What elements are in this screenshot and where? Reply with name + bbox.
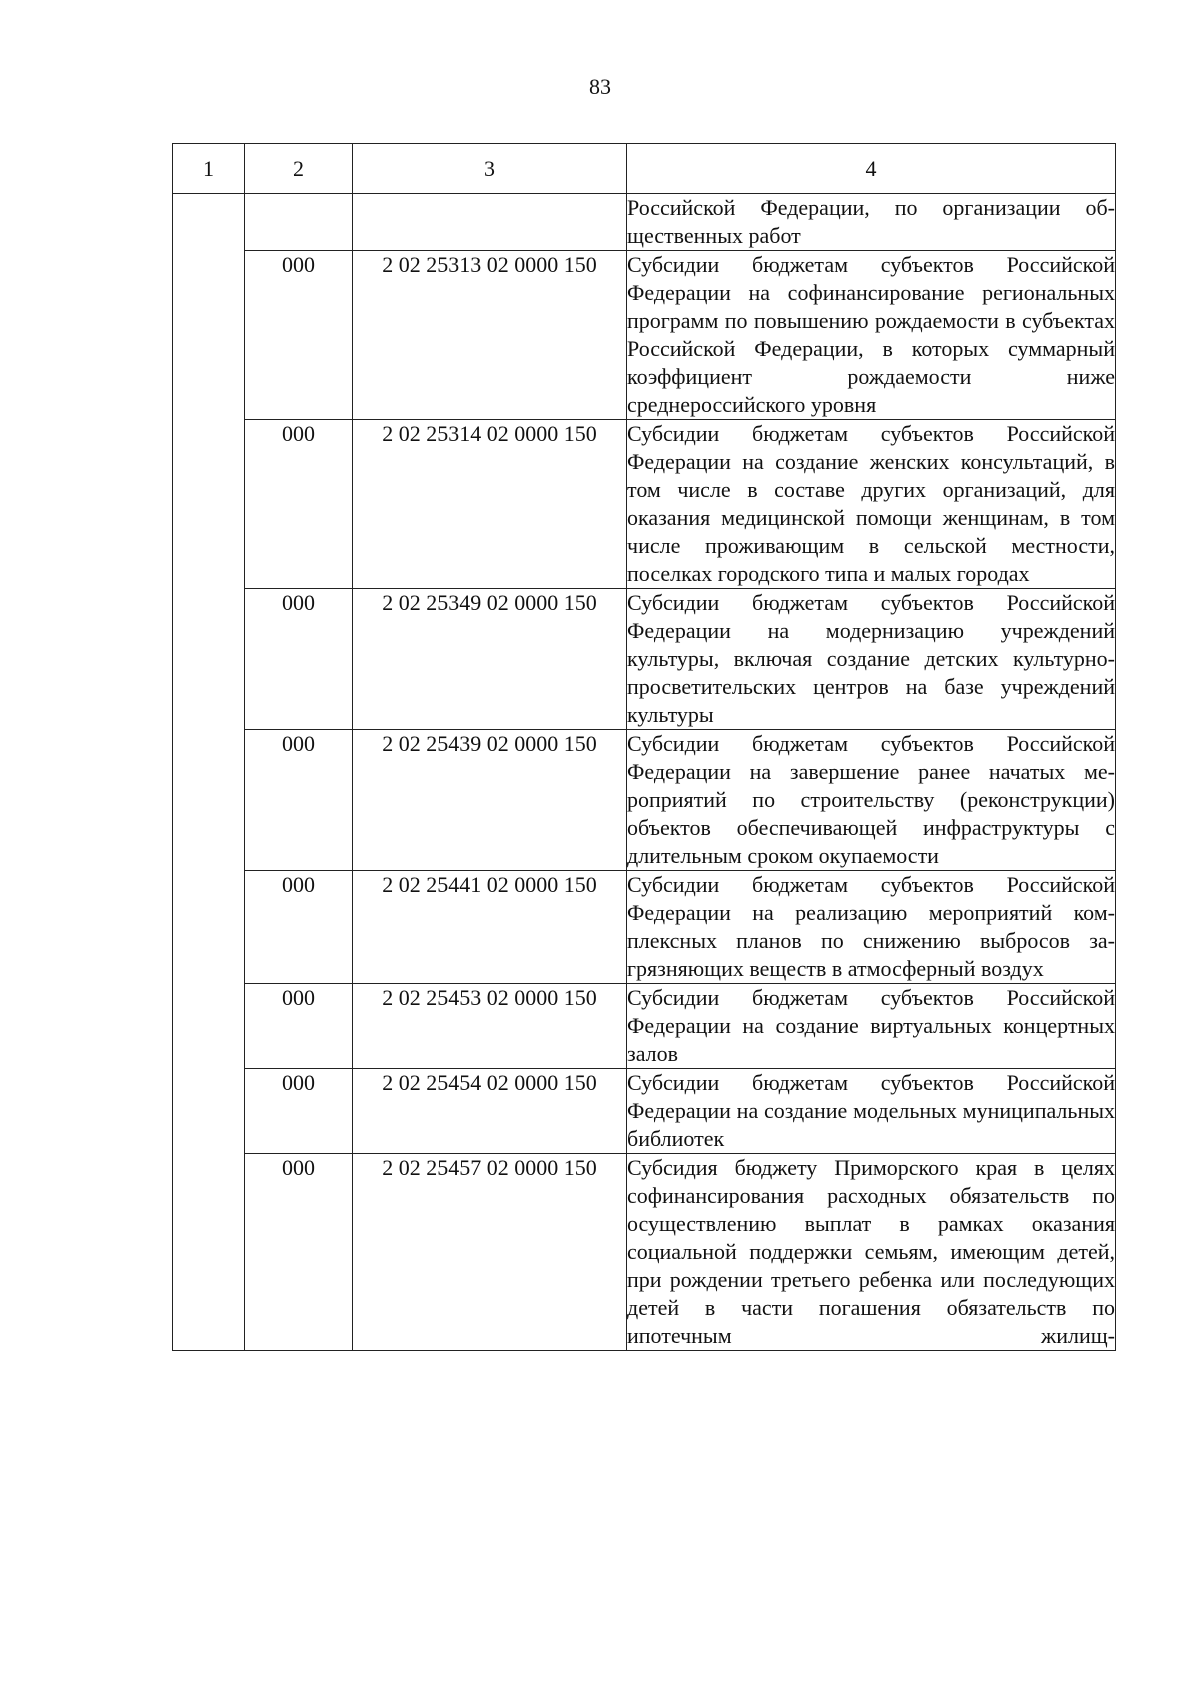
- column-header-4: 4: [627, 144, 1116, 194]
- revenue-code-cell: 2 02 25439 02 0000 150: [353, 730, 627, 871]
- admin-code-cell: [245, 194, 353, 251]
- table-row: [173, 730, 1116, 871]
- revenue-code-cell: 2 02 25454 02 0000 150: [353, 1069, 627, 1154]
- description-cell: Субсидии бюджетам субъектов Российской Федерации на софинансирование региональных программ по повышению рождаемости в субъектах Российской Федерации, в которых суммарный коэффициент рождаемости ниже среднероссийского уровня: [627, 251, 1116, 420]
- revenue-code-cell: [353, 194, 627, 251]
- description-cell: Субсидии бюджетам субъектов Российской Федерации на завершение ранее начатых мероприятий по строительству (реконструкции) объектов обеспечивающей инфраструктуры с длительным сроком окупаемости: [627, 730, 1116, 871]
- admin-code-cell: 000: [245, 984, 353, 1069]
- admin-code-cell: 000: [245, 420, 353, 589]
- table-header-row: [173, 144, 1116, 194]
- table-row: [173, 420, 1116, 589]
- description-cell: Российской Федерации, по организации общественных работ: [627, 194, 1116, 251]
- budget-classification-table: [172, 143, 1116, 1351]
- description-cell: Субсидии бюджетам субъектов Российской Федерации на модернизацию учреждений культуры, включая создание детских культурно-просветительских центров на базе учреждений культуры: [627, 589, 1116, 730]
- page-number: 83: [589, 74, 611, 99]
- revenue-code-cell: 2 02 25453 02 0000 150: [353, 984, 627, 1069]
- table-row: [173, 194, 1116, 251]
- admin-code-cell: 000: [245, 251, 353, 420]
- revenue-code-cell: 2 02 25313 02 0000 150: [353, 251, 627, 420]
- description-cell: Субсидии бюджетам субъектов Российской Федерации на создание виртуальных концертных залов: [627, 984, 1116, 1069]
- table-row: [173, 589, 1116, 730]
- revenue-code-cell: 2 02 25349 02 0000 150: [353, 589, 627, 730]
- admin-code-cell: 000: [245, 1154, 353, 1351]
- column-1-empty-cell: [173, 194, 245, 1351]
- description-cell: Субсидии бюджетам субъектов Российской Федерации на создание женских консультаций, в том числе в составе других организаций, для оказания медицинской помощи женщинам, в том числе проживающим в сельской местности, поселках городского типа и малых городах: [627, 420, 1116, 589]
- description-cell: Субсидия бюджету Приморского края в целях софинансирования расходных обязательств по осуществлению выплат в рамках оказания социальной поддержки семьям, имеющим детей, при рождении третьего ребенка или последующих детей в части погашения обязательств по ипотечным жилищ-: [627, 1154, 1116, 1351]
- column-header-1: 1: [173, 144, 245, 194]
- admin-code-cell: 000: [245, 871, 353, 984]
- admin-code-cell: 000: [245, 589, 353, 730]
- table-row: [173, 1154, 1116, 1351]
- table-row: [173, 251, 1116, 420]
- description-cell: Субсидии бюджетам субъектов Российской Федерации на создание модельных муниципальных библиотек: [627, 1069, 1116, 1154]
- table-row: [173, 1069, 1116, 1154]
- description-cell: Субсидии бюджетам субъектов Российской Федерации на реализацию мероприятий комплексных планов по снижению выбросов загрязняющих веществ в атмосферный воздух: [627, 871, 1116, 984]
- table-row: [173, 984, 1116, 1069]
- admin-code-cell: 000: [245, 730, 353, 871]
- revenue-code-cell: 2 02 25457 02 0000 150: [353, 1154, 627, 1351]
- revenue-code-cell: 2 02 25314 02 0000 150: [353, 420, 627, 589]
- table-row: [173, 871, 1116, 984]
- column-header-2: 2: [245, 144, 353, 194]
- column-header-3: 3: [353, 144, 627, 194]
- revenue-code-cell: 2 02 25441 02 0000 150: [353, 871, 627, 984]
- admin-code-cell: 000: [245, 1069, 353, 1154]
